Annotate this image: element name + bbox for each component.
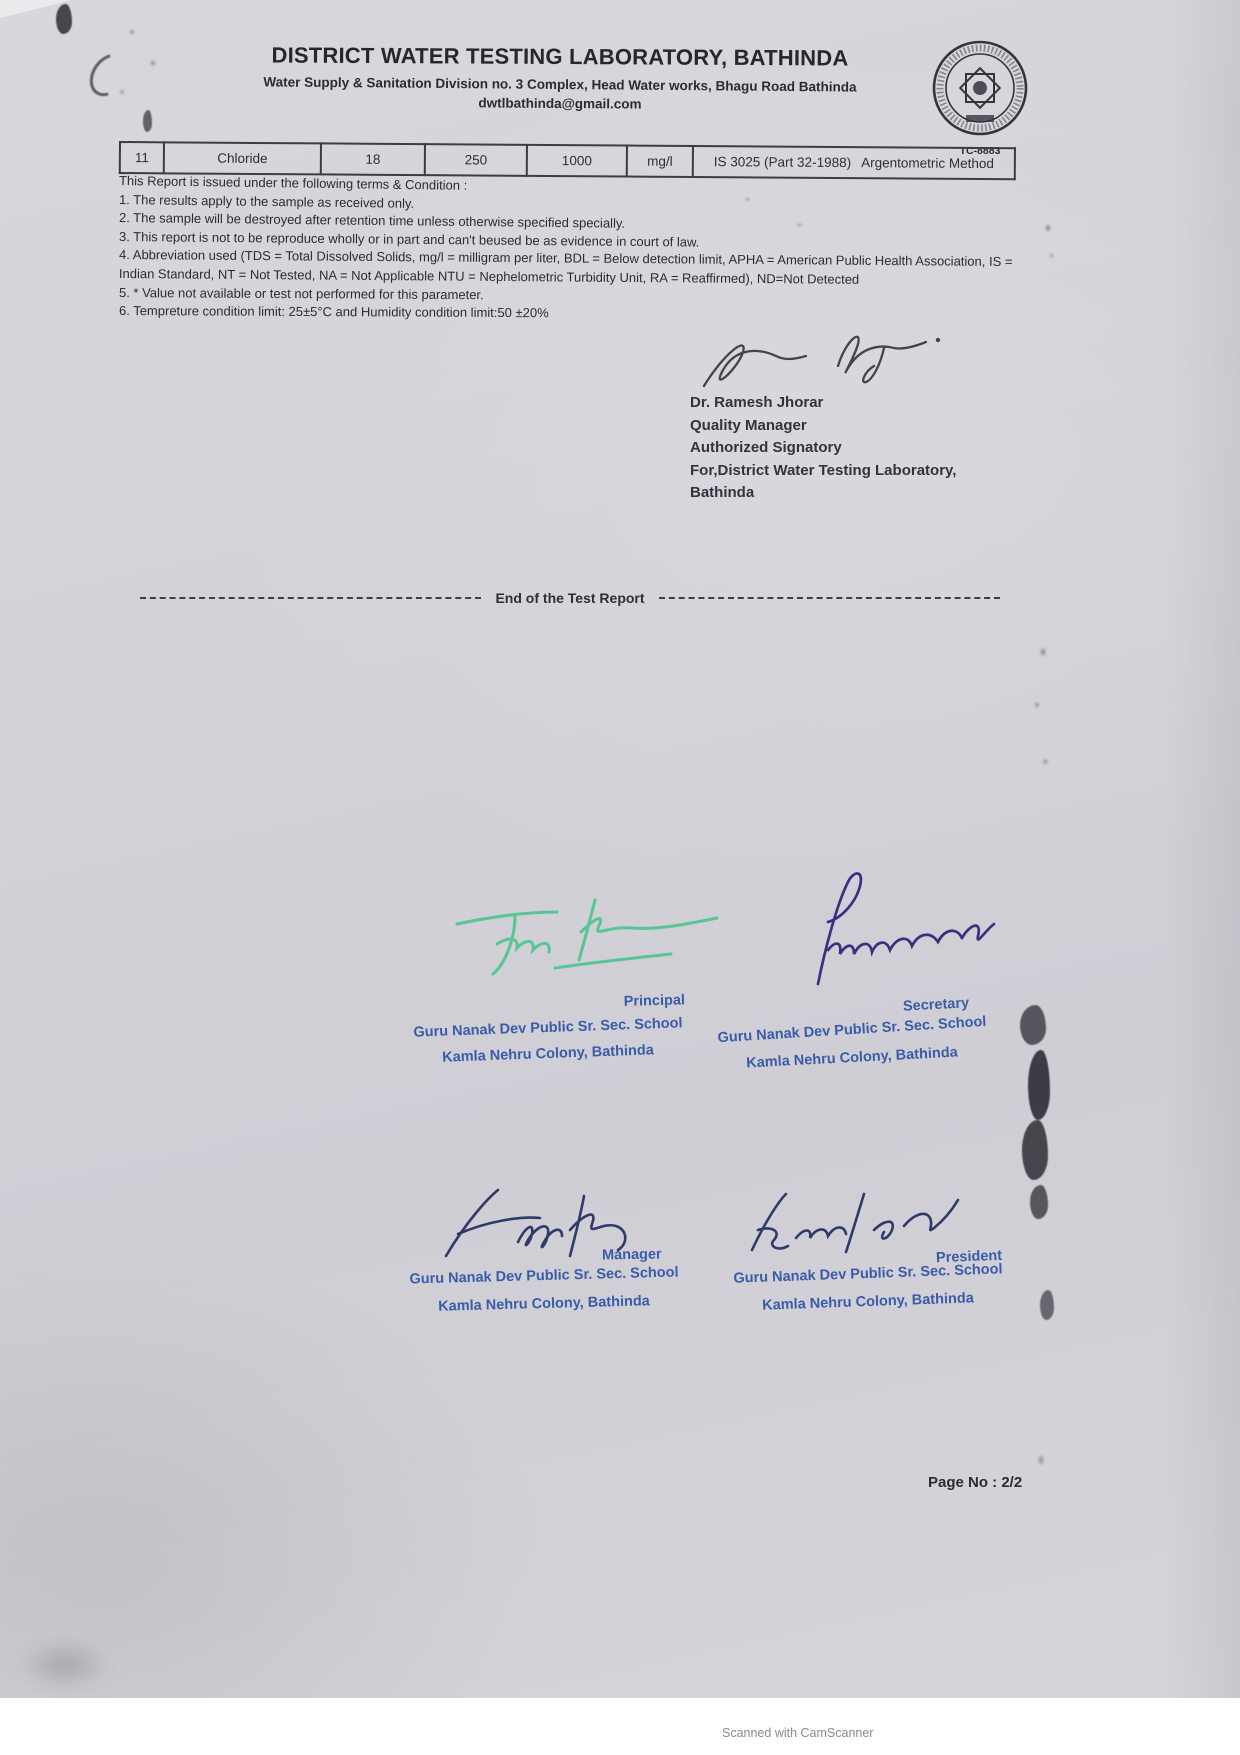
cell-permissible-limit: 1000 xyxy=(527,145,627,177)
dash-line-right xyxy=(659,597,1000,599)
term-item: 1. The results apply to the sample as received only. xyxy=(118,191,415,211)
term-item: 3. This report is not to be reproduce wholly or in part and can't beused be as evidence in court of law. xyxy=(118,228,700,250)
secretary-school-name: Guru Nanak Dev Public Sr. Sec. School xyxy=(717,1013,987,1047)
header xyxy=(150,44,970,111)
authorized-signatory-block xyxy=(690,392,956,505)
scan-smudge xyxy=(1038,645,1048,659)
scan-smudge xyxy=(1041,757,1050,766)
scan-smudge xyxy=(1033,700,1041,710)
manager-school-name: Guru Nanak Dev Public Sr. Sec. School xyxy=(409,1264,679,1288)
end-of-report-label: End of the Test Report xyxy=(495,590,645,606)
camscanner-note: Scanned with CamScanner xyxy=(722,1726,874,1740)
camscanner-strip xyxy=(0,1698,1240,1755)
quality-manager-signature xyxy=(688,322,958,402)
president-school-name: Guru Nanak Dev Public Sr. Sec. School xyxy=(733,1261,1003,1287)
scan-smudge xyxy=(1043,222,1053,234)
principal-signature xyxy=(435,882,725,982)
scan-smudge xyxy=(1022,1120,1048,1180)
signatory-name: Dr. Ramesh Jhorar xyxy=(690,394,824,411)
scan-smudge xyxy=(1036,1452,1046,1468)
term-item: 6. Tempreture condition limit: 25±5°C and Humidity condition limit:50 ±20% xyxy=(118,303,549,321)
page-number: Page No : 2/2 xyxy=(928,1474,1023,1491)
seal-certificate-number: TC-8883 xyxy=(959,145,1001,157)
nabl-seal-icon xyxy=(930,38,1030,138)
principal-school-name: Guru Nanak Dev Public Sr. Sec. School xyxy=(413,1015,683,1041)
lab-title: DISTRICT WATER TESTING LABORATORY, BATHINDA xyxy=(271,42,849,71)
term-item: 2. The sample will be destroyed after retention time unless otherwise specified specially. xyxy=(118,210,626,231)
term-item: 5. * Value not available or test not performed for this parameter. xyxy=(118,284,484,302)
cell-acceptable-limit: 250 xyxy=(425,144,527,176)
scan-shadow xyxy=(0,1630,130,1700)
lab-address: Water Supply & Sanitation Division no. 3 Complex, Head Water works, Bhagu Road Bathinda xyxy=(263,74,857,95)
cell-parameter: Chloride xyxy=(164,142,321,174)
scan-smudge xyxy=(1020,1005,1046,1045)
term-item: 4. Abbreviation used (TDS = Total Dissolved Solids, mg/l = milligram per liter, BDL = Below detection limit, APHA = American Public Health Association, IS = Indian Standard, NT = Not Tested, NA = Not Applicable NTU = Nephelometric Turbidity Unit, RA = Reaffirmed), ND=Not Detected xyxy=(118,247,1013,287)
scan-smudge xyxy=(744,196,751,203)
manager-school-address: Kamla Nehru Colony, Bathinda xyxy=(438,1293,650,1315)
scan-smudge xyxy=(1030,1185,1048,1219)
lab-email: dwtlbathinda@gmail.com xyxy=(478,95,642,112)
president-school-address: Kamla Nehru Colony, Bathinda xyxy=(761,1290,975,1314)
principal-school-address: Kamla Nehru Colony, Bathinda xyxy=(441,1042,655,1066)
end-of-report xyxy=(140,590,1000,606)
scan-smudge xyxy=(82,46,136,103)
seal xyxy=(928,38,1032,157)
cell-unit: mg/l xyxy=(627,146,693,177)
scan-smudge xyxy=(1028,1050,1050,1120)
scan-smudge xyxy=(56,4,72,34)
dash-line-left xyxy=(140,597,481,599)
cell-result: 18 xyxy=(321,143,425,175)
method-standard: IS 3025 (Part 32-1988) xyxy=(713,154,852,171)
secretary-school-address: Kamla Nehru Colony, Bathinda xyxy=(745,1044,959,1072)
scan-smudge xyxy=(118,88,126,96)
signatory-designation: Authorized Signatory xyxy=(690,439,842,456)
scan-smudge xyxy=(795,222,804,228)
terms-heading: This Report is issued under the following terms & Condition : xyxy=(118,173,468,193)
secretary-signature xyxy=(778,862,1008,997)
scan-smudge xyxy=(128,28,136,36)
secretary-role-label: Secretary xyxy=(902,995,970,1015)
cell-sr-no: 11 xyxy=(120,142,164,173)
signatory-city: Bathinda xyxy=(690,484,755,501)
scan-smudge xyxy=(148,58,158,68)
terms-section xyxy=(119,172,1027,321)
scan-smudge xyxy=(143,110,152,132)
principal-role-label: Principal xyxy=(623,992,686,1010)
scan-smudge xyxy=(1040,1290,1054,1320)
signatory-for: For,District Water Testing Laboratory, xyxy=(690,461,957,479)
signatory-role: Quality Manager xyxy=(690,416,807,434)
method-name: Argentometric Method xyxy=(861,155,994,172)
scan-smudge xyxy=(1048,252,1055,259)
manager-role-label: Manager xyxy=(601,1246,662,1264)
president-role-label: President xyxy=(935,1247,1003,1267)
